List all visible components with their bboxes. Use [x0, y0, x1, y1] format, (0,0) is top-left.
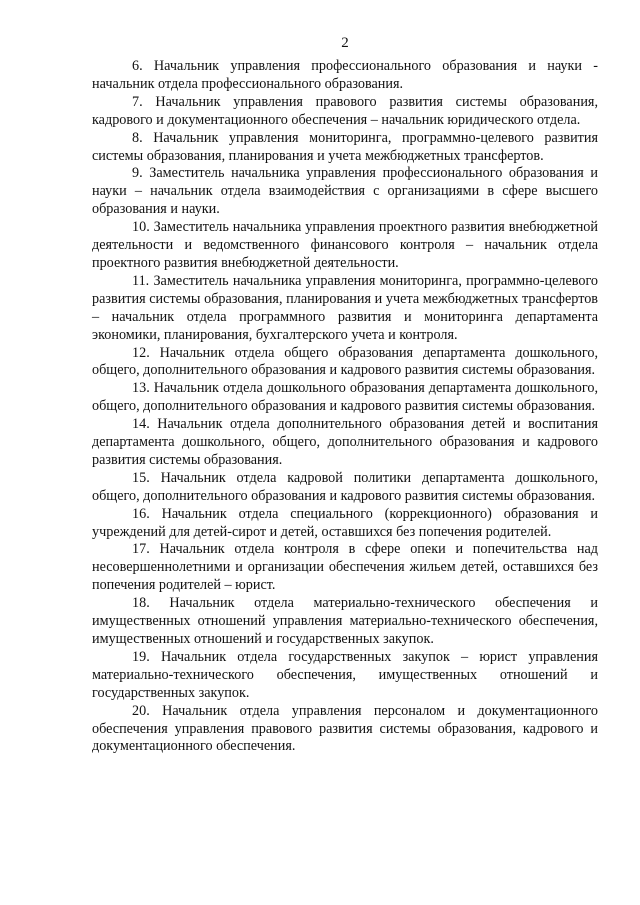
- position-list: [92, 58, 598, 756]
- list-item: 8. Начальник управления мониторинга, программно-целевого развития системы образования, планирования и учета межбюджетных трансфертов.: [92, 129, 598, 164]
- document-page: [92, 34, 598, 756]
- list-item: 20. Начальник отдела управления персоналом и документационного обеспечения управления правового развития системы образования, кадрового и документационного обеспечения.: [92, 702, 598, 755]
- list-item: 13. Начальник отдела дошкольного образования департамента дошкольного, общего, дополнительного образования и кадрового развития системы образования.: [92, 380, 598, 415]
- list-item: 19. Начальник отдела государственных закупок – юрист управления материально-технического обеспечения, имущественных отношений и государственных закупок.: [92, 648, 598, 701]
- list-item: 6. Начальник управления профессионального образования и науки - начальник отдела профессионального образования.: [92, 58, 598, 92]
- list-item: 18. Начальник отдела материально-технического обеспечения и имущественных отношений управления материально-технического обеспечения, имущественных отношений и государственных закупок.: [92, 595, 598, 647]
- list-item: 9. Заместитель начальника управления профессионального образования и науки – начальник отдела взаимодействия с организациями в сфере высшего образования и науки.: [92, 165, 598, 218]
- list-item: 12. Начальник отдела общего образования департамента дошкольного, общего, дополнительного образования и кадрового развития системы образования.: [92, 344, 598, 379]
- list-item: 7. Начальник управления правового развития системы образования, кадрового и документационного обеспечения – начальник юридического отдела.: [92, 93, 598, 128]
- list-item: 16. Начальник отдела специального (коррекционного) образования и учреждений для детей-сирот и детей, оставшихся без попечения родителей.: [92, 505, 598, 540]
- list-item: 10. Заместитель начальника управления проектного развития внебюджетной деятельности и ведомственного финансового контроля – начальник отдела проектного развития внебюджетной деятельности.: [92, 219, 598, 271]
- list-item: 17. Начальник отдела контроля в сфере опеки и попечительства над несовершеннолетними и организации обеспечения жильем детей, оставшихся без попечения родителей – юрист.: [92, 541, 598, 594]
- list-item: 14. Начальник отдела дополнительного образования детей и воспитания департамента дошкольного, общего, дополнительного образования и кадрового развития системы образования.: [92, 416, 598, 468]
- list-item: 15. Начальник отдела кадровой политики департамента дошкольного, общего, дополнительного образования и кадрового развития системы образования.: [92, 469, 598, 504]
- list-item: 11. Заместитель начальника управления мониторинга, программно-целевого развития системы образования, планирования и учета межбюджетных трансфертов – начальник отдела программного развития и мониторинга департамента экономики, планирования, бухгалтерского учета и контроля.: [92, 272, 598, 343]
- page-number: 2: [341, 35, 349, 51]
